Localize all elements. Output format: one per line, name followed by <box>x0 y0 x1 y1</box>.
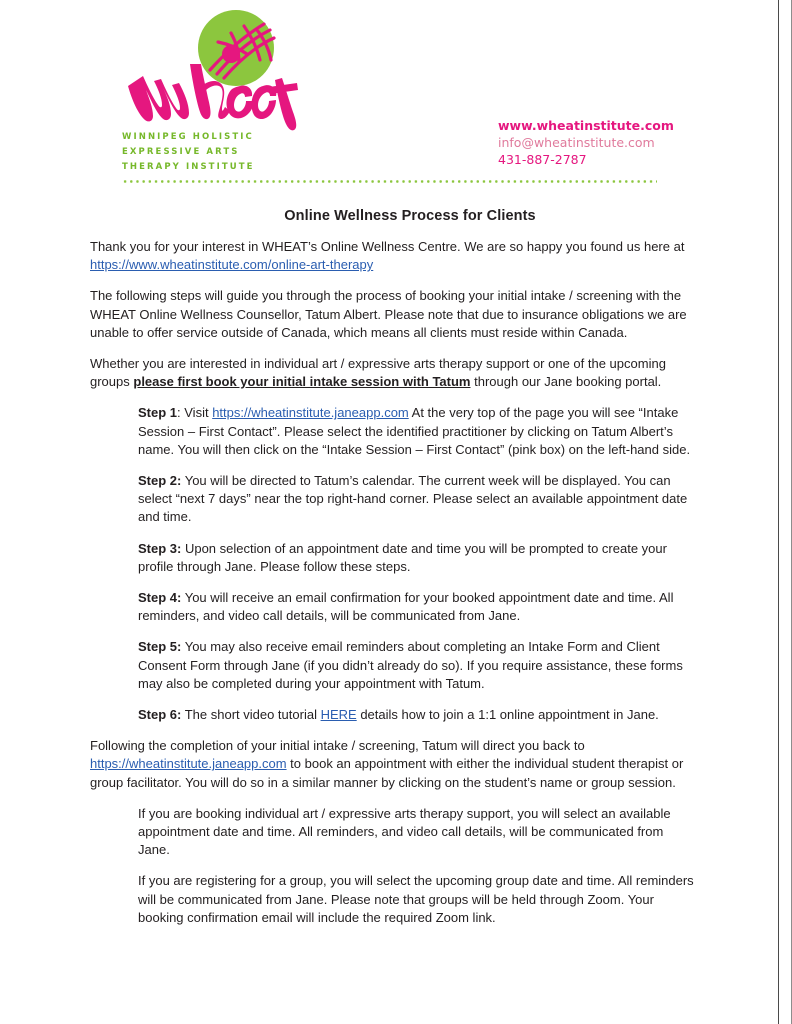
step-5-label: Step 5: <box>138 639 182 655</box>
step-4 <box>138 589 697 625</box>
step-5-text: You may also receive email reminders about completing an Intake Form and Client Consent Form through Jane (if you didn’t already do so). If you require assistance, these forms may also be completed during your appointment with Tatum. <box>138 639 683 691</box>
link-janeapp-closing[interactable]: https://wheatinstitute.janeapp.com <box>90 756 287 772</box>
closing-text-part1: Following the completion of your initial intake / screening, Tatum will direct you back to <box>90 738 585 754</box>
whether-text-emphasis: please first book your initial intake session with Tatum <box>133 374 471 390</box>
link-online-art-therapy[interactable]: https://www.wheatinstitute.com/online-art-therapy <box>90 257 374 273</box>
contact-email[interactable]: info@wheatinstitute.com <box>498 135 655 150</box>
logo-tagline-line-1: WINNIPEG HOLISTIC <box>122 132 254 142</box>
link-here-video-tutorial[interactable]: HERE <box>320 707 357 723</box>
paragraph-group-booking: If you are registering for a group, you will select the upcoming group date and time. All reminders will be communicated from Jane. Please note that groups will be held through Zoom. Your booking confirmation email will include the required Zoom link. <box>138 873 694 925</box>
page-title: Online Wellness Process for Clients <box>284 208 536 224</box>
step-1-prefix: : Visit <box>177 405 213 421</box>
paragraph-whether-interested <box>90 355 697 391</box>
logo-tagline <box>122 130 318 175</box>
letterhead-header <box>0 0 792 196</box>
paragraph-intro <box>90 238 697 274</box>
document-body <box>90 238 697 940</box>
whether-text-part1: Whether you are interested in individual art / expressive arts therapy support or one of the upcoming groups <box>90 356 666 390</box>
step-3-label: Step 3: <box>138 540 182 556</box>
paragraph-following-steps: The following steps will guide you through the process of booking your initial intake / screening with the WHEAT Online Wellness Counsellor, Tatum Albert. Please note that due to insurance obligations we are unable to offer service outside of Canada, which means all clients must reside within Canada. <box>90 288 687 340</box>
wheat-logo-svg <box>118 8 308 136</box>
contact-phone: 431-887-2787 <box>498 152 587 167</box>
step-5 <box>138 638 697 693</box>
step-4-text: You will receive an email confirmation for your booked appointment date and time. All reminders, and video call details, will be communicated from Jane. <box>138 590 674 624</box>
link-janeapp-step1[interactable]: https://wheatinstitute.janeapp.com <box>212 405 409 421</box>
step-1-text: At the very top of the page you will see “Intake Session – First Contact”. Please select the identified practitioner by clicking on Tatum Albert’s name. You will then click on the “Intake Session – First Contact” (pink box) on the left-hand side. <box>138 405 691 457</box>
step-6-label: Step 6: <box>138 707 182 723</box>
intro-text: Thank you for your interest in WHEAT’s Online Wellness Centre. We are so happy you found us here at <box>90 239 685 254</box>
step-2-label: Step 2: <box>138 473 182 489</box>
step-6-text-after: details how to join a 1:1 online appointment in Jane. <box>356 707 659 723</box>
step-3-text: Upon selection of an appointment date and time you will be prompted to create your profile through Jane. Please follow these steps. <box>138 540 667 574</box>
whether-text-part2: through our Jane booking portal. <box>470 374 662 390</box>
paragraph-individual-booking: If you are booking individual art / expressive arts therapy support, you will select an available appointment date and time. All reminders, and video call details, will be communicated from Jane. <box>138 805 671 858</box>
logo-tagline-line-3: THERAPY INSTITUTE <box>122 162 255 172</box>
step-1-label: Step 1 <box>138 405 178 421</box>
step-2-text: You will be directed to Tatum’s calendar. The current week will be displayed. You can select “next 7 days” near the top right-hand corner. Please select an available appointment date and time. <box>138 473 688 525</box>
step-2 <box>138 472 697 527</box>
logo-tagline-line-2: EXPRESSIVE ARTS <box>122 147 240 157</box>
contact-info <box>498 117 674 168</box>
contact-website[interactable]: www.wheatinstitute.com <box>498 118 674 133</box>
paragraph-following-completion <box>90 737 697 792</box>
organization-logo <box>118 8 318 175</box>
header-divider <box>122 180 657 183</box>
closing-text-part2: to book an appointment with either the individual student therapist or group facilitator. You will do so in a similar manner by clicking on the student’s name or group session. <box>90 756 684 790</box>
step-4-label: Step 4: <box>138 590 182 606</box>
step-1 <box>138 404 697 459</box>
step-6 <box>138 706 697 724</box>
wheat-logo-mark <box>118 8 308 136</box>
step-6-text-before: The short video tutorial <box>181 707 321 723</box>
step-3 <box>138 540 697 576</box>
